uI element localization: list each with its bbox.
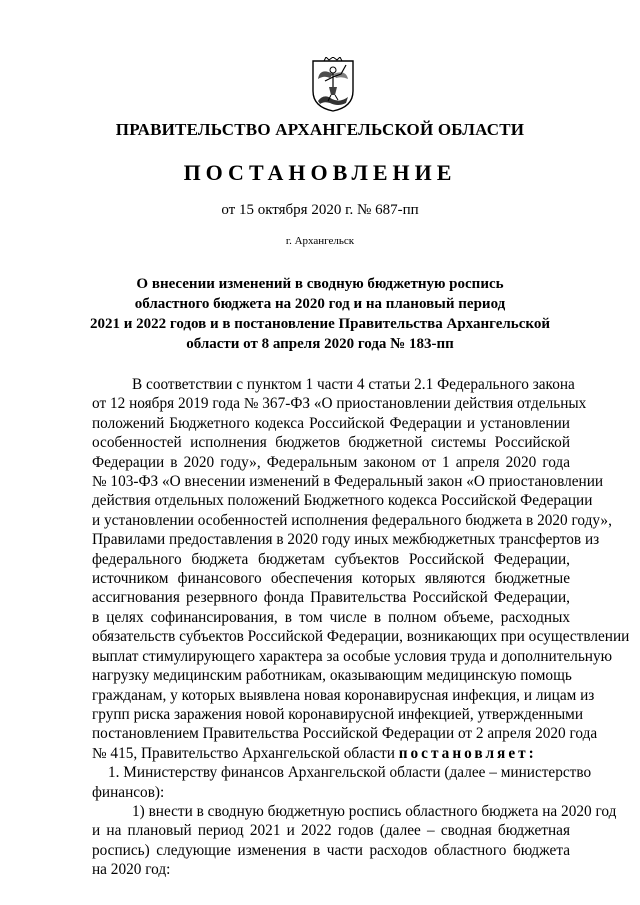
resolves-word: постановляет (398, 744, 529, 762)
body-line-resolution (92, 744, 570, 763)
subject-line: 2021 и 2022 годов и в постановление Правительства Архангельской (90, 316, 550, 332)
body-line: в целях софинансирования, в том числе в полном объеме, расходных (92, 608, 570, 626)
body-line: Правилами предоставления в 2020 году иных межбюджетных трансфертов из (92, 531, 600, 549)
body-line: на 2020 год: (92, 861, 171, 879)
body-line: постановлением Правительства Российской Федерации от 2 апреля 2020 года (92, 725, 598, 743)
government-title: ПРАВИТЕЛЬСТВО АРХАНГЕЛЬСКОЙ ОБЛАСТИ (115, 120, 525, 139)
body-line: В соответствии с пунктом 1 части 4 статьи 2.1 Федерального закона (132, 376, 575, 393)
body-line: обязательств субъектов Российской Федерации, возникающих при осуществлении (92, 628, 630, 646)
document-body (92, 375, 630, 880)
body-line: роспись) следующие изменения в части расходов областного бюджета (92, 841, 570, 859)
body-line: особенностей исполнения бюджетов бюджетной системы Российской (92, 434, 570, 452)
body-line: выплат стимулирующего характера за особые условия труда и дополнительную (92, 647, 613, 665)
body-line: положений Бюджетного кодекса Российской Федерации и установлении (92, 414, 570, 432)
body-line: групп риска заражения новой коронавирусной инфекцией, утвержденными (92, 705, 584, 723)
resolves-colon: : (528, 744, 537, 762)
body-line: № 103-ФЗ «О внесении изменений в Федеральный закон «О приостановлении (92, 473, 604, 491)
body-line: 1) внести в сводную бюджетную роспись областного бюджета на 2020 год (132, 802, 617, 820)
subject-line: областного бюджета на 2020 год и на плановый период (134, 296, 506, 312)
body-line: нагрузку медицинским работникам, оказывающим медицинскую помощь (92, 667, 572, 685)
body-line: источником финансового обеспечения которых являются бюджетные (92, 570, 570, 588)
body-line: и установлении особенностей исполнения федерального бюджета в 2020 году», (92, 511, 612, 529)
body-line: финансов): (92, 783, 165, 801)
document-city: г. Архангельск (285, 235, 355, 247)
body-line: от 12 ноября 2019 года № 367-ФЗ «О приостановлении действия отдельных (92, 395, 587, 413)
document-subject (80, 274, 560, 354)
subject-line: О внесении изменений в сводную бюджетную роспись (136, 276, 504, 292)
body-line-prefix: № 415, Правительство Архангельской области (92, 744, 399, 762)
coat-of-arms-icon (310, 57, 356, 113)
body-line: и на плановый период 2021 и 2022 годов (далее – сводная бюджетная (92, 822, 570, 840)
body-line: Федерации в 2020 году», Федеральным законом от 1 апреля 2020 года (92, 453, 570, 471)
body-line: 1. Министерству финансов Архангельской области (далее – министерство (108, 764, 592, 782)
document-type: ПОСТАНОВЛЕНИЕ (183, 160, 457, 185)
body-line: ассигнования резервного фонда Правительства Российской Федерации, (92, 589, 570, 607)
body-line: действия отдельных положений Бюджетного кодекса Российской Федерации (92, 492, 593, 510)
body-line: федерального бюджета бюджетам субъектов Российской Федерации, (92, 550, 570, 568)
body-line: гражданам, у которых выявлена новая коронавирусная инфекция, и лицам из (92, 686, 595, 704)
document-date-number: от 15 октября 2020 г. № 687-пп (221, 202, 419, 218)
subject-line: области от 8 апреля 2020 года № 183-пп (186, 336, 454, 352)
